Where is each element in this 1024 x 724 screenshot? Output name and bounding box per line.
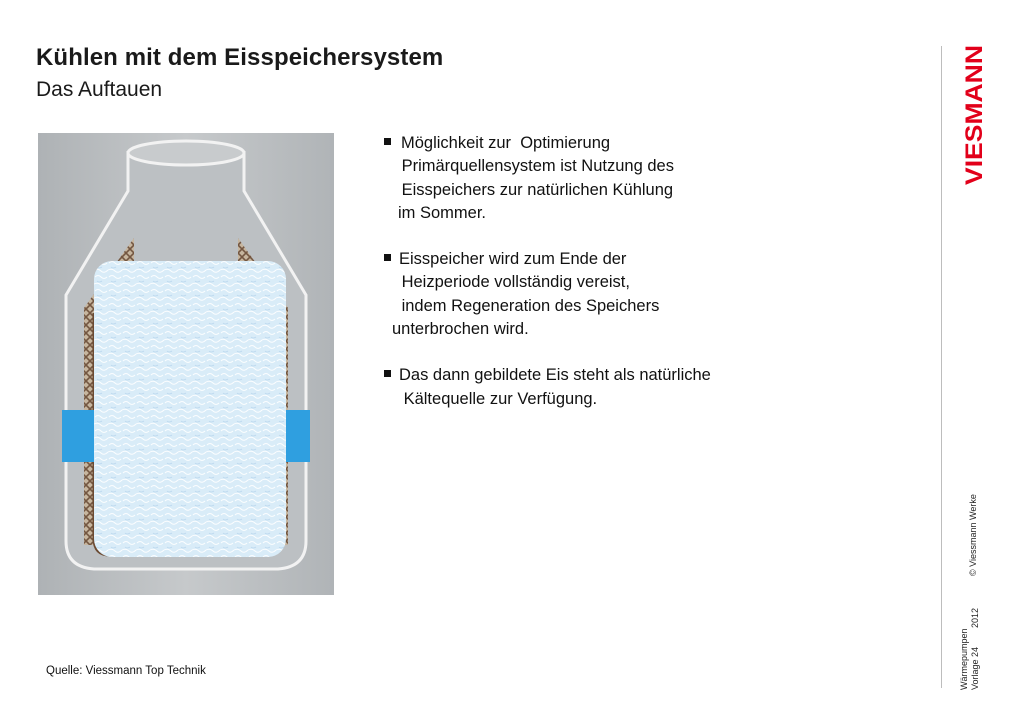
year-text: 2012	[970, 607, 980, 628]
bullet-line: im Sommer.	[398, 203, 487, 222]
bullet-square-icon	[384, 370, 391, 377]
viessmann-logo	[962, 44, 986, 186]
bullet-line: Eisspeicher wird zum Ende der	[399, 250, 627, 269]
bullet-line: Das dann gebildete Eis steht als natürliche	[399, 366, 711, 385]
bullet-line: Primärquellensystem ist Nutzung des	[397, 157, 674, 176]
bullet-item	[384, 248, 804, 341]
bullet-square-icon	[384, 138, 391, 145]
bullet-item	[384, 364, 804, 411]
bullet-square-icon	[384, 254, 391, 261]
bullet-line: Eisspeichers zur natürlichen Kühlung	[397, 180, 674, 199]
slide-number-text: Vorlage 24	[970, 646, 980, 690]
tank-neck-top	[128, 141, 244, 165]
bullet-line: indem Regeneration des Speichers	[397, 296, 660, 315]
slide-subtitle: Das Auftauen	[36, 78, 163, 101]
bullet-list	[384, 132, 804, 434]
slide-title: Kühlen mit dem Eisspeichersystem	[36, 44, 444, 71]
ice-block	[94, 261, 286, 557]
copyright-text: © Viessmann Werke	[968, 494, 978, 576]
vertical-divider	[941, 46, 942, 688]
bullet-line: Kältequelle zur Verfügung.	[399, 389, 598, 408]
source-note: Quelle: Viessmann Top Technik	[46, 665, 206, 677]
bullet-line: Möglichkeit zur Optimierung	[401, 134, 611, 152]
logo-text: VIESMANN	[961, 58, 988, 185]
bullet-line: unterbrochen wird.	[392, 320, 529, 339]
water-band-left	[62, 410, 94, 462]
topic-text: Wärmepumpen	[959, 628, 969, 690]
bullet-item	[384, 132, 804, 225]
ice-storage-illustration	[38, 133, 334, 595]
bullet-line: Heizperiode vollständig vereist,	[397, 273, 630, 292]
